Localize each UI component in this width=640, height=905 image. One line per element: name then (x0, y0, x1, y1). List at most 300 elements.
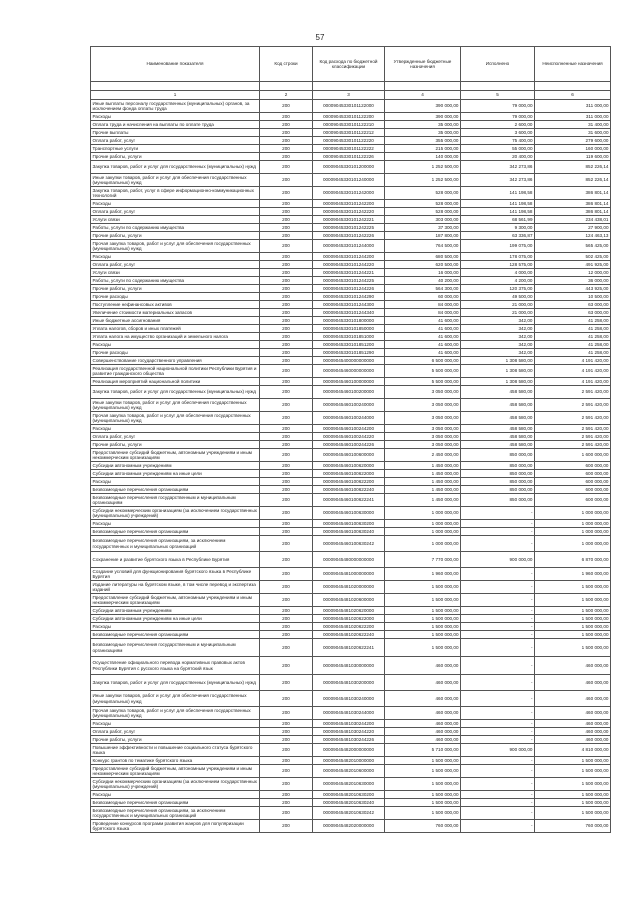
row-name: Прочие расходы (91, 349, 260, 357)
row-budget-code: 00009045481020000000 (313, 581, 385, 594)
row-unexecuted: 4 191 420,00 (535, 378, 611, 386)
row-approved: 1 500 000,00 (385, 631, 461, 639)
row-line-code: 200 (260, 707, 313, 720)
row-approved: 37 300,00 (385, 224, 461, 232)
row-approved: 1 500 000,00 (385, 765, 461, 778)
table-row (91, 129, 611, 137)
row-line-code: 200 (260, 240, 313, 253)
row-executed: 850 000,00 (461, 486, 535, 494)
table-row (91, 462, 611, 470)
row-line-code: 200 (260, 174, 313, 187)
table-row (91, 520, 611, 528)
row-approved: 460 000,00 (385, 736, 461, 744)
row-budget-code: 00009045460100630200 (313, 520, 385, 528)
row-executed: 342,00 (461, 333, 535, 341)
row-budget-code: 00009045330101122226 (313, 153, 385, 161)
table-row (91, 675, 611, 691)
row-approved: 2 450 000,00 (385, 449, 461, 462)
row-executed: 342 273,86 (461, 161, 535, 174)
row-budget-code: 00009045330101242220 (313, 208, 385, 216)
row-executed: - (461, 807, 535, 820)
table-row (91, 216, 611, 224)
row-name: Работы, услуги по содержанию имущества (91, 224, 260, 232)
row-unexecuted: 1 500 000,00 (535, 639, 611, 657)
row-budget-code: 00009045481000000000 (313, 568, 385, 581)
row-approved: 84 000,00 (385, 309, 461, 317)
row-line-code: 200 (260, 528, 313, 536)
table-row (91, 224, 611, 232)
row-line-code: 200 (260, 778, 313, 791)
row-approved: 35 000,00 (385, 129, 461, 137)
row-budget-code: 00009045481020622200 (313, 623, 385, 631)
table-row (91, 581, 611, 594)
row-executed: 342,00 (461, 349, 535, 357)
table-row (91, 378, 611, 386)
table-row (91, 820, 611, 833)
row-line-code: 200 (260, 153, 313, 161)
row-name: Оплата работ, услуг (91, 208, 260, 216)
row-approved: 355 000,00 (385, 137, 461, 145)
row-unexecuted: 279 600,00 (535, 137, 611, 145)
row-budget-code: 00009045482010000000 (313, 757, 385, 765)
row-approved: 41 600,00 (385, 333, 461, 341)
table-row (91, 349, 611, 357)
row-approved: 1 000 000,00 (385, 520, 461, 528)
row-name: Субсидии некоммерческим организациям (за исключением государственных (муниципальных) учреждений) (91, 778, 260, 791)
row-executed: 63 336,87 (461, 232, 535, 240)
row-budget-code: 00009045482010630242 (313, 807, 385, 820)
table-row (91, 399, 611, 412)
row-approved: 1 000 000,00 (385, 528, 461, 536)
row-budget-code: 00009045460100622240 (313, 486, 385, 494)
row-approved: 16 000,00 (385, 269, 461, 277)
row-unexecuted: 760 000,00 (535, 820, 611, 833)
row-budget-code: 00009045460100622241 (313, 494, 385, 507)
row-name: Реализация мероприятий национальной политики (91, 378, 260, 386)
row-budget-code: 00009045330101200000 (313, 161, 385, 174)
row-name: Закупка товаров, работ, услуг в сфере информационно-коммуникационных технологий (91, 187, 260, 200)
row-budget-code: 00009045482000000000 (313, 744, 385, 757)
row-executed: - (461, 631, 535, 639)
row-approved: 1 500 000,00 (385, 615, 461, 623)
row-executed: - (461, 765, 535, 778)
row-name: Услуги связи (91, 216, 260, 224)
column-number: 6 (535, 91, 611, 100)
row-budget-code: 00009045460100622200 (313, 478, 385, 486)
row-budget-code: 00009045460100622000 (313, 470, 385, 478)
row-unexecuted: 2 591 420,00 (535, 425, 611, 433)
row-line-code: 200 (260, 657, 313, 675)
table-row (91, 778, 611, 791)
row-budget-code: 00009045330101244220 (313, 261, 385, 269)
row-unexecuted: 234 438,01 (535, 216, 611, 224)
row-line-code: 200 (260, 552, 313, 568)
row-approved: 3 050 000,00 (385, 386, 461, 399)
row-line-code: 200 (260, 744, 313, 757)
table-row (91, 615, 611, 623)
row-line-code: 200 (260, 224, 313, 232)
row-name: Проведение конкурсов программ развития жанров для популяризации бурятского языка (91, 820, 260, 833)
row-unexecuted: 1 500 000,00 (535, 607, 611, 615)
row-executed: 75 400,00 (461, 137, 535, 145)
row-budget-code: 00009045481020622240 (313, 631, 385, 639)
row-executed: 458 580,00 (461, 412, 535, 425)
table-row (91, 552, 611, 568)
row-approved: 564 300,00 (385, 285, 461, 293)
row-executed: - (461, 623, 535, 631)
row-unexecuted: 852 226,14 (535, 174, 611, 187)
row-approved: 7 770 000,00 (385, 552, 461, 568)
row-name: Расходы (91, 341, 260, 349)
row-line-code: 200 (260, 486, 313, 494)
row-executed: 850 000,00 (461, 462, 535, 470)
row-budget-code: 00009045460100630240 (313, 528, 385, 536)
row-name: Безвозмездные перечисления государственным и муниципальным организациям (91, 639, 260, 657)
row-approved: 528 000,00 (385, 187, 461, 200)
row-budget-code: 00009045330101122222 (313, 145, 385, 153)
row-budget-code: 00009045481020600000 (313, 594, 385, 607)
table-row (91, 736, 611, 744)
row-approved: 1 000 000,00 (385, 536, 461, 552)
row-line-code: 200 (260, 791, 313, 799)
row-budget-code: 00009045482010600000 (313, 765, 385, 778)
row-unexecuted: 460 000,00 (535, 657, 611, 675)
row-name: Прочие работы, услуги (91, 153, 260, 161)
row-line-code: 200 (260, 378, 313, 386)
row-unexecuted: 1 500 000,00 (535, 765, 611, 778)
row-approved: 1 450 000,00 (385, 486, 461, 494)
row-budget-code: 00009045330101244221 (313, 269, 385, 277)
row-name: Сохранение и развитие бурятского языка в Республике Бурятия (91, 552, 260, 568)
table-row (91, 568, 611, 581)
row-executed: - (461, 757, 535, 765)
row-unexecuted: 1 600 000,00 (535, 449, 611, 462)
table-row (91, 357, 611, 365)
row-approved: 1 500 000,00 (385, 607, 461, 615)
row-executed: - (461, 607, 535, 615)
row-budget-code: 00009045460100620000 (313, 462, 385, 470)
table-row (91, 269, 611, 277)
row-unexecuted: 4 191 420,00 (535, 365, 611, 378)
row-budget-code: 00009045481030244000 (313, 707, 385, 720)
table-row (91, 301, 611, 309)
table-row (91, 744, 611, 757)
row-budget-code: 00009045460100630000 (313, 507, 385, 520)
row-approved: 303 000,00 (385, 216, 461, 224)
row-name: Прочие работы, услуги (91, 736, 260, 744)
row-line-code: 200 (260, 386, 313, 399)
row-budget-code: 00009045330101122200 (313, 113, 385, 121)
row-budget-code: 00009045330101240000 (313, 174, 385, 187)
row-approved: 35 000,00 (385, 121, 461, 129)
row-executed: 141 198,58 (461, 208, 535, 216)
row-unexecuted: 1 500 000,00 (535, 799, 611, 807)
table-row (91, 253, 611, 261)
row-budget-code: 00009045330101122220 (313, 137, 385, 145)
row-line-code: 200 (260, 720, 313, 728)
row-unexecuted: 386 801,14 (535, 200, 611, 208)
row-line-code: 200 (260, 333, 313, 341)
row-executed: 68 561,99 (461, 216, 535, 224)
header-indicator-name: Наименование показателя (91, 47, 260, 82)
row-name: Безвозмездные перечисления организациям (91, 528, 260, 536)
table-row (91, 791, 611, 799)
row-name: Уплата налога на имущество организаций и земельного налога (91, 333, 260, 341)
row-executed: - (461, 657, 535, 675)
row-executed: - (461, 507, 535, 520)
table-row (91, 208, 611, 216)
row-approved: 1 500 000,00 (385, 778, 461, 791)
row-executed: 458 580,00 (461, 399, 535, 412)
row-line-code: 200 (260, 399, 313, 412)
row-line-code: 200 (260, 462, 313, 470)
row-executed: 141 198,58 (461, 187, 535, 200)
row-budget-code: 00009045481030240000 (313, 691, 385, 707)
row-name: Расходы (91, 520, 260, 528)
row-line-code: 200 (260, 478, 313, 486)
row-name: Оплата работ, услуг (91, 728, 260, 736)
row-approved: 460 000,00 (385, 728, 461, 736)
row-executed: 2 600,00 (461, 121, 535, 129)
row-name: Совершенствование государственного управления (91, 357, 260, 365)
row-name: Иные выплаты персоналу государственных (муниципальных) органов, за исключением фонда оплаты труда (91, 100, 260, 113)
header-approved-appropriations: Утвержденные бюджетные назначения (385, 47, 461, 82)
row-approved: 680 500,00 (385, 253, 461, 261)
table-row (91, 293, 611, 301)
row-line-code: 200 (260, 232, 313, 240)
row-executed: - (461, 791, 535, 799)
row-budget-code: 00009045481030000000 (313, 657, 385, 675)
page-number: 57 (315, 33, 325, 42)
row-approved: 1 500 000,00 (385, 799, 461, 807)
row-line-code: 200 (260, 357, 313, 365)
row-budget-code: 00009045460100000000 (313, 378, 385, 386)
row-executed: 141 198,58 (461, 200, 535, 208)
row-budget-code: 00009045460000000000 (313, 365, 385, 378)
row-budget-code: 00009045330101242000 (313, 187, 385, 200)
row-line-code: 200 (260, 277, 313, 285)
row-executed: 79 000,00 (461, 100, 535, 113)
table-row (91, 528, 611, 536)
row-unexecuted: 119 600,00 (535, 153, 611, 161)
row-executed: 342 273,86 (461, 174, 535, 187)
row-approved: 1 450 000,00 (385, 470, 461, 478)
row-unexecuted: 4 191 420,00 (535, 357, 611, 365)
table-row (91, 137, 611, 145)
table-row (91, 470, 611, 478)
row-name: Предоставление субсидий бюджетным, автономным учреждениям и иным некоммерческим организациям (91, 594, 260, 607)
row-line-code: 200 (260, 341, 313, 349)
row-approved: 60 000,00 (385, 293, 461, 301)
row-unexecuted: 1 500 000,00 (535, 581, 611, 594)
table-row (91, 494, 611, 507)
row-approved: 390 000,00 (385, 113, 461, 121)
row-budget-code: 00009045460100240000 (313, 399, 385, 412)
row-line-code: 200 (260, 494, 313, 507)
row-name: Поступление нефинансовых активов (91, 301, 260, 309)
table-row (91, 757, 611, 765)
row-unexecuted: 600 000,00 (535, 494, 611, 507)
row-approved: 41 600,00 (385, 317, 461, 325)
row-budget-code: 00009045481020620000 (313, 607, 385, 615)
row-name: Оплата труда и начисления на выплаты по оплате труда (91, 121, 260, 129)
row-name: Расходы (91, 720, 260, 728)
row-budget-code: 00009045460100244220 (313, 433, 385, 441)
row-line-code: 200 (260, 449, 313, 462)
row-line-code: 200 (260, 594, 313, 607)
row-line-code: 200 (260, 253, 313, 261)
row-executed: 850 000,00 (461, 449, 535, 462)
row-executed: 458 580,00 (461, 425, 535, 433)
row-line-code: 200 (260, 765, 313, 778)
row-line-code: 200 (260, 325, 313, 333)
row-name: Работы, услуги по содержанию имущества (91, 277, 260, 285)
row-budget-code: 00009045330101122210 (313, 121, 385, 129)
row-line-code: 200 (260, 216, 313, 224)
table-row (91, 441, 611, 449)
row-executed: 342,00 (461, 317, 535, 325)
table-row (91, 486, 611, 494)
row-line-code: 200 (260, 807, 313, 820)
row-budget-code: 00009045481030244220 (313, 728, 385, 736)
table-row (91, 594, 611, 607)
row-executed: 4 000,00 (461, 269, 535, 277)
row-line-code: 200 (260, 736, 313, 744)
row-name: Расходы (91, 253, 260, 261)
row-name: Субсидии автономным учреждениям (91, 607, 260, 615)
row-name: Оплата работ, услуг (91, 261, 260, 269)
row-line-code: 200 (260, 200, 313, 208)
table-row (91, 412, 611, 425)
row-name: Предоставление субсидий бюджетным, автономным учреждениям и иным некоммерческим организациям (91, 449, 260, 462)
row-unexecuted: 1 500 000,00 (535, 791, 611, 799)
row-line-code: 200 (260, 568, 313, 581)
row-unexecuted: 10 500,00 (535, 293, 611, 301)
row-approved: 1 500 000,00 (385, 639, 461, 657)
row-budget-code: 00009045481020622000 (313, 615, 385, 623)
row-line-code: 200 (260, 470, 313, 478)
row-unexecuted: 4 810 000,00 (535, 744, 611, 757)
row-name: Иные закупки товаров, работ и услуг для обеспечения государственных (муниципальных) нужд (91, 399, 260, 412)
row-approved: 1 450 000,00 (385, 478, 461, 486)
row-unexecuted: 311 000,00 (535, 113, 611, 121)
row-executed: - (461, 639, 535, 657)
table-row (91, 232, 611, 240)
row-unexecuted: 1 500 000,00 (535, 623, 611, 631)
row-budget-code: 00009045330101850000 (313, 325, 385, 333)
row-unexecuted: 565 425,00 (535, 240, 611, 253)
row-executed: 850 000,00 (461, 478, 535, 486)
row-name: Оплата работ, услуг (91, 433, 260, 441)
row-budget-code: 00009045330101244340 (313, 309, 385, 317)
row-approved: 3 050 000,00 (385, 399, 461, 412)
row-name: Субсидии автономным учреждениям на иные цели (91, 470, 260, 478)
table-row (91, 187, 611, 200)
row-unexecuted: 600 000,00 (535, 462, 611, 470)
row-line-code: 200 (260, 615, 313, 623)
row-line-code: 200 (260, 137, 313, 145)
header-unexecuted-appropriations: Неисполненные назначения (535, 47, 611, 82)
row-approved: 1 252 500,00 (385, 161, 461, 174)
row-line-code: 200 (260, 607, 313, 615)
row-approved: 5 500 000,00 (385, 378, 461, 386)
row-name: Субсидии некоммерческим организациям (за исключением государственных (муниципальных) учреждений) (91, 507, 260, 520)
row-name: Создание условий для функционирования бурятского языка в Республике Бурятия (91, 568, 260, 581)
row-line-code: 200 (260, 309, 313, 317)
header-line-code: Код строки (260, 47, 313, 82)
row-executed: - (461, 736, 535, 744)
row-name: Закупка товаров, работ и услуг для государственных (муниципальных) нужд (91, 675, 260, 691)
table-row (91, 386, 611, 399)
row-unexecuted: 1 000 000,00 (535, 520, 611, 528)
row-name: Безвозмездные перечисления организациям (91, 486, 260, 494)
row-unexecuted: 12 000,00 (535, 269, 611, 277)
row-line-code: 200 (260, 520, 313, 528)
row-executed: 199 075,00 (461, 240, 535, 253)
table-row (91, 728, 611, 736)
row-line-code: 200 (260, 285, 313, 293)
table-row (91, 317, 611, 325)
row-approved: 5 500 000,00 (385, 365, 461, 378)
table-row (91, 341, 611, 349)
row-name: Конкурс грантов по тематике бурятского языка (91, 757, 260, 765)
row-line-code: 200 (260, 145, 313, 153)
row-name: Осуществление официального перевода нормативных правовых актов Республики Бурятия с русского языка на бурятский язык (91, 657, 260, 675)
row-executed: 21 000,00 (461, 309, 535, 317)
row-executed: - (461, 728, 535, 736)
row-line-code: 200 (260, 820, 313, 833)
row-approved: 1 252 500,00 (385, 174, 461, 187)
row-line-code: 200 (260, 365, 313, 378)
table-row (91, 691, 611, 707)
row-approved: 41 600,00 (385, 349, 461, 357)
column-number: 3 (313, 91, 385, 100)
row-executed: 20 400,00 (461, 153, 535, 161)
row-budget-code: 00009045460100244000 (313, 412, 385, 425)
row-name: Оплата работ, услуг (91, 137, 260, 145)
row-budget-code: 00009045330101800000 (313, 317, 385, 325)
table-row (91, 261, 611, 269)
row-executed: 1 308 580,00 (461, 357, 535, 365)
row-name: Расходы (91, 623, 260, 631)
row-line-code: 200 (260, 301, 313, 309)
row-executed: 120 375,00 (461, 285, 535, 293)
row-approved: 1 500 000,00 (385, 581, 461, 594)
row-unexecuted: 27 900,00 (535, 224, 611, 232)
table-row (91, 277, 611, 285)
row-name: Реализация государственной национальной политики Республики Бурятия и развитие гражданского общества (91, 365, 260, 378)
row-unexecuted: 600 000,00 (535, 486, 611, 494)
row-unexecuted: 41 258,00 (535, 317, 611, 325)
row-budget-code: 00009045481030244226 (313, 736, 385, 744)
row-executed: 342,00 (461, 325, 535, 333)
row-budget-code: 00009045330101122212 (313, 129, 385, 137)
row-name: Расходы (91, 478, 260, 486)
row-budget-code: 00009045330101851290 (313, 349, 385, 357)
row-name: Расходы (91, 425, 260, 433)
row-name: Иные закупки товаров, работ и услуг для обеспечения государственных (муниципальных) нужд (91, 691, 260, 707)
row-name: Уплата налогов, сборов и иных платежей (91, 325, 260, 333)
row-unexecuted: 460 000,00 (535, 707, 611, 720)
row-executed: 9 300,00 (461, 224, 535, 232)
row-approved: 764 500,00 (385, 240, 461, 253)
column-number: 2 (260, 91, 313, 100)
row-budget-code: 00009045330101242226 (313, 232, 385, 240)
table-row (91, 631, 611, 639)
row-approved: 460 000,00 (385, 707, 461, 720)
table-row (91, 478, 611, 486)
row-executed: 458 580,00 (461, 433, 535, 441)
